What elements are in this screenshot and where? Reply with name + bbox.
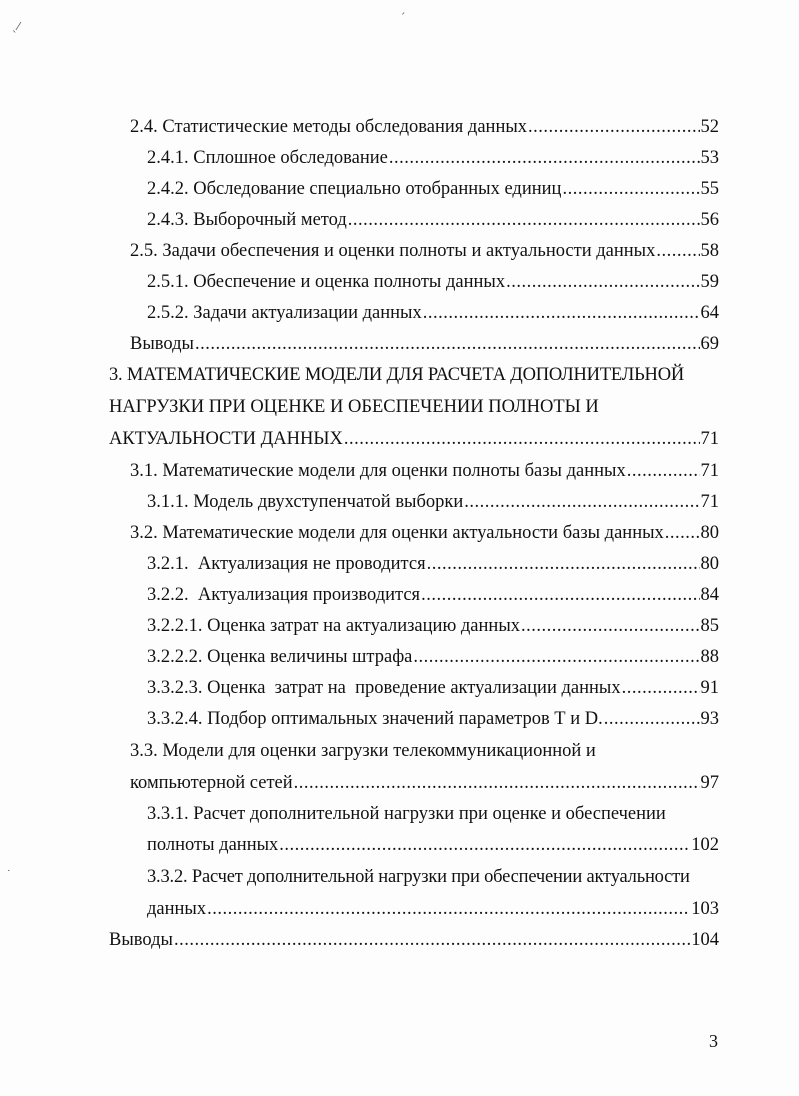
toc-entry [109,929,719,951]
leader-dots [195,333,700,355]
leader-dots [413,646,699,668]
toc-entry-title: АКТУАЛЬНОСТИ ДАННЫХ [109,429,343,449]
toc-entry-page: 71 [700,461,719,481]
toc-entry-title: 2.4. Статистические методы обследования данных [130,117,528,137]
toc-entry-line: 3.3.1. Расчет дополнительной нагрузки при оценке и обеспечении [147,804,666,824]
toc-entry-page: 84 [700,585,719,605]
toc-entry [130,460,719,482]
leader-dots [665,522,700,544]
leader-dots [622,677,700,699]
toc-entry [147,677,719,699]
toc-entry-page: 80 [700,523,719,543]
toc-chapter-line: НАГРУЗКИ ПРИ ОЦЕНКЕ И ОБЕСПЕЧЕНИИ ПОЛНОТЫ И [109,397,599,417]
toc-entry-page: 93 [700,709,719,729]
toc-entry-title: полноты данных [147,835,279,855]
leader-dots [427,553,700,575]
toc-entry [130,772,719,794]
leader-dots [421,584,699,606]
toc-entry-title: 3.2.2. Актуализация производится [147,585,421,605]
toc-entry-page: 103 [691,899,719,919]
toc-entry-page: 59 [700,272,719,292]
leader-dots [562,178,699,200]
toc-entry-title: компьютерной сетей [130,773,293,793]
scan-speck: ˏ [400,2,406,15]
toc-entry-title: 3.2.1. Актуализация не проводится [147,554,426,574]
toc-entry-title: Выводы [130,334,194,354]
leader-dots [506,271,699,293]
toc-entry-page: 53 [700,148,719,168]
leader-dots [528,116,699,138]
toc-entry-title: 2.5.2. Задачи актуализации данных [147,303,422,323]
toc-entry-title: 3.2. Математические модели для оценки актуальности базы данных [130,523,664,543]
toc-entry-title: 3.2.2.1. Оценка затрат на актуализацию данных [147,616,520,636]
toc-entry-page: 91 [700,678,719,698]
toc-entry-title: 2.4.3. Выборочный метод [147,210,347,230]
toc-entry-title: 3.1. Математические модели для оценки полноты базы данных [130,461,626,481]
toc-entry-title: 3.2.2.2. Оценка величины штрафа [147,647,413,667]
toc-entry-title: 2.5. Задачи обеспечения и оценки полноты и актуальности данных [130,241,656,261]
toc-entry-page: 85 [700,616,719,636]
leader-dots [279,834,690,856]
toc-entry-page: 104 [691,930,719,950]
leader-dots [423,302,700,324]
leader-dots [207,898,690,920]
toc-entry-line: 3.3.2. Расчет дополнительной нагрузки при обеспечении актуальности [147,867,690,887]
toc-entry-title: Выводы [109,930,173,950]
leader-dots [604,708,700,730]
toc-entry [147,147,719,169]
toc-entry [130,116,719,138]
toc-entry-page: 52 [700,117,719,137]
toc-entry-page: 64 [700,303,719,323]
leader-dots [521,615,700,637]
toc-entry [147,708,719,730]
scan-speck: ˎ⁄ [12,20,20,33]
toc-entry-page: 55 [700,179,719,199]
leader-dots [174,929,690,951]
leader-dots [348,209,700,231]
toc-entry-page: 80 [700,554,719,574]
toc-entry [130,333,719,355]
page-number: 3 [709,1031,718,1051]
toc-entry-title: 3.3.2.4. Подбор оптимальных значений параметров Т и D. [147,709,603,729]
toc-entry-page: 71 [700,429,719,449]
leader-dots [627,460,700,482]
toc-entry-title: данных [147,899,207,919]
toc-entry [147,898,719,920]
toc-entry [147,615,719,637]
toc-entry [147,491,719,513]
leader-dots [294,772,700,794]
toc-entry [147,302,719,324]
scan-speck: ˙ [6,868,12,881]
toc-entry [130,522,719,544]
toc-entry-line: 3.3. Модели для оценки загрузки телекоммуникационной и [130,741,596,761]
toc-entry-page: 58 [700,241,719,261]
leader-dots [344,428,700,450]
toc-entry [130,240,719,262]
leader-dots [389,147,700,169]
toc-entry-title: 2.4.2. Обследование специально отобранных единиц [147,179,562,199]
toc-entry [147,209,719,231]
toc-entry [147,834,719,856]
toc-entry [147,584,719,606]
toc-entry-page: 97 [700,773,719,793]
toc-entry-page: 71 [700,492,719,512]
leader-dots [656,240,699,262]
toc-entry-title: 3.3.2.3. Оценка затрат на проведение актуализации данных [147,678,621,698]
toc-entry [147,178,719,200]
toc-entry-page: 69 [700,334,719,354]
toc-entry [147,553,719,575]
leader-dots [464,491,699,513]
toc-entry-page: 102 [691,835,719,855]
toc-entry [147,271,719,293]
toc-entry-title: 2.4.1. Сплошное обследование [147,148,388,168]
toc-chapter-line: 3. МАТЕМАТИЧЕСКИЕ МОДЕЛИ ДЛЯ РАСЧЕТА ДОПОЛНИТЕЛЬНОЙ [109,365,685,385]
toc-entry-title: 3.1.1. Модель двухступенчатой выборки [147,492,464,512]
toc-entry [109,428,719,450]
toc-entry-title: 2.5.1. Обеспечение и оценка полноты данных [147,272,506,292]
toc-entry-page: 56 [700,210,719,230]
toc-entry [147,646,719,668]
toc-entry-page: 88 [700,647,719,667]
